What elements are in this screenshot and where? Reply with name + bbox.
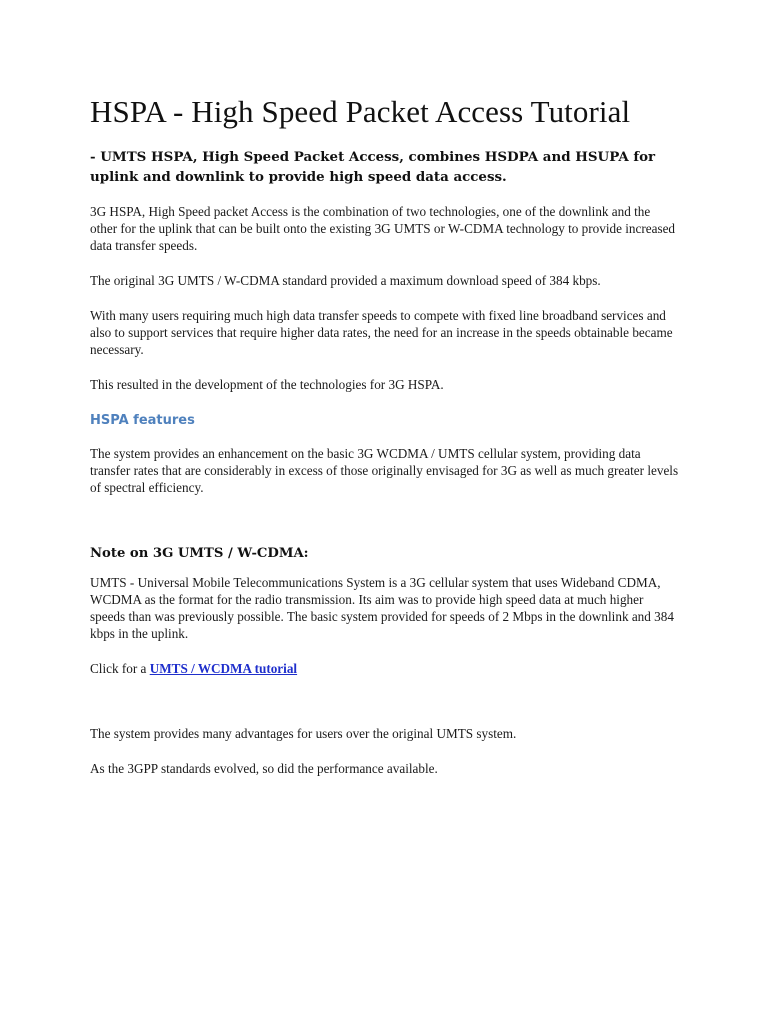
click-line xyxy=(90,660,680,677)
features-heading: HSPA features xyxy=(90,413,195,428)
click-prefix: Click for a xyxy=(90,661,150,676)
intro-paragraph-1: 3G HSPA, High Speed packet Access is the combination of two technologies, one of the downlink and the other for the uplink that can be built onto the existing 3G UMTS or W-CDMA technology to provide increased data transfer speeds. xyxy=(90,204,676,253)
page-subtitle: - UMTS HSPA, High Speed Packet Access, combines HSDPA and HSUPA for uplink and downlink to provide high speed data access. xyxy=(90,149,656,185)
features-paragraph: The system provides an enhancement on the basic 3G WCDMA / UMTS cellular system, providing data transfer rates that are considerably in excess of those originally envisaged for 3G as well as much greater levels of spectral efficiency. xyxy=(90,446,679,495)
intro-paragraph-2: The original 3G UMTS / W-CDMA standard provided a maximum download speed of 384 kbps. xyxy=(90,273,601,288)
document-page xyxy=(90,92,680,777)
intro-paragraph-4: This resulted in the development of the technologies for 3G HSPA. xyxy=(90,377,444,392)
page-title: HSPA - High Speed Packet Access Tutorial xyxy=(90,94,631,129)
umts-wcdma-tutorial-link[interactable]: UMTS / WCDMA tutorial xyxy=(149,661,298,676)
intro-paragraph-3: With many users requiring much high data transfer speeds to compete with fixed line broadband services and also to support services that require higher data rates, the need for an increase in the speeds obtainable became necessary. xyxy=(90,308,673,357)
note-paragraph: UMTS - Universal Mobile Telecommunications System is a 3G cellular system that uses Wideband CDMA, WCDMA as the format for the radio transmission. Its aim was to provide high speed data at much higher speeds than was previously possible. The basic system provided for speeds of 2 Mbps in the downlink and 384 kbps in the uplink. xyxy=(90,575,674,641)
closing-paragraph-2: As the 3GPP standards evolved, so did the performance available. xyxy=(90,761,438,776)
closing-paragraph-1: The system provides many advantages for users over the original UMTS system. xyxy=(90,726,517,741)
note-heading: Note on 3G UMTS / W-CDMA: xyxy=(90,546,309,561)
